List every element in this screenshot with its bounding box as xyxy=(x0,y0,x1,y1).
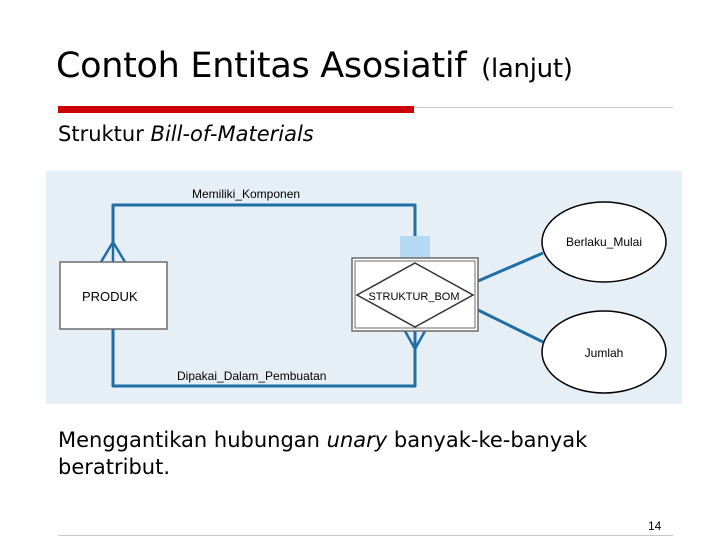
produk-label: PRODUK xyxy=(82,289,138,304)
subtitle-italic: Bill-of-Materials xyxy=(150,122,314,146)
struktur-bom-label: STRUKTUR_BOM xyxy=(368,291,460,303)
title-sub: (lanjut) xyxy=(481,54,573,84)
attribute-label-jumlah: Jumlah xyxy=(584,346,624,360)
subtitle-prefix: Struktur xyxy=(58,122,151,146)
relationship-line-top xyxy=(113,205,415,258)
attribute-line-jumlah xyxy=(478,310,543,342)
title-main: Contoh Entitas Asosiatif xyxy=(56,46,467,86)
attribute-line-berlaku xyxy=(478,253,543,281)
attribute-label-berlaku-mulai: Berlaku_Mulai xyxy=(565,235,643,249)
body-part2: banyak-ke-banyak beratribut. xyxy=(58,428,588,479)
slide-body-text xyxy=(58,427,618,481)
relationship-label-bottom: Dipakai_Dalam_Pembuatan xyxy=(177,369,327,383)
body-part1: Menggantikan hubungan xyxy=(58,428,327,452)
page-number: 14 xyxy=(648,519,662,533)
relationship-label-top: Memiliki_Komponen xyxy=(192,187,301,201)
body-italic: unary xyxy=(326,428,388,452)
highlight-square xyxy=(400,236,430,260)
footer-divider xyxy=(58,535,673,536)
